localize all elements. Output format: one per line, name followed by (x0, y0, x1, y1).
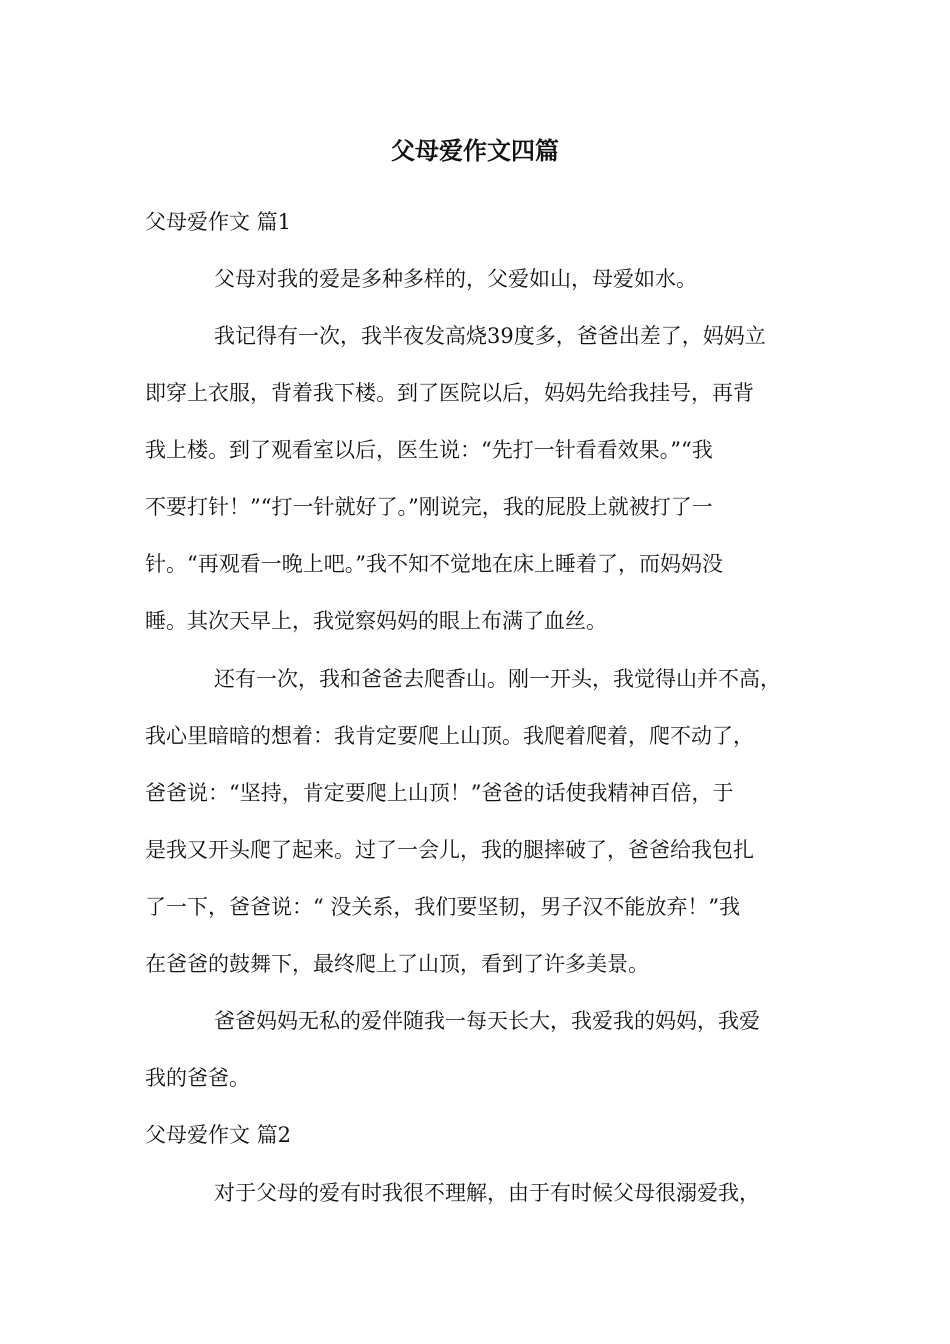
paragraph-line: 不要打针！”“打一针就好了。”刚说完，我的屁股上就被打了一 (145, 495, 713, 519)
paragraph-line: 即穿上衣服，背着我下楼。到了医院以后，妈妈先给我挂号，再背 (145, 381, 754, 405)
paragraph-line: 我的爸爸。 (145, 1066, 250, 1090)
paragraph-line: 还有一次，我和爸爸去爬香山。刚一开头，我觉得山并不高， (214, 667, 781, 691)
paragraph-line: 我上楼。到了观看室以后，医生说：“先打一针看看效果。”“我 (145, 438, 713, 462)
paragraph-line: 爸爸说：“坚持，肯定要爬上山顶！”爸爸的话使我精神百倍，于 (145, 781, 734, 805)
section-heading-2: 父母爱作文 篇2 (145, 1123, 292, 1147)
section-heading-1: 父母爱作文 篇1 (145, 210, 292, 234)
paragraph-line: 父母对我的爱是多种多样的，父爱如山，母爱如水。 (214, 267, 697, 291)
paragraph-line: 对于父母的爱有时我很不理解，由于有时候父母很溺爱我， (214, 1181, 760, 1205)
paragraph-line: 在爸爸的鼓舞下，最终爬上了山顶，看到了许多美景。 (145, 952, 649, 976)
paragraph-line: 是我又开头爬了起来。过了一会儿，我的腿摔破了，爸爸给我包扎 (145, 838, 754, 862)
paragraph-line: 了一下，爸爸说：“ 没关系，我们要坚韧，男子汉不能放弃！”我 (145, 895, 741, 919)
document-title: 父母爱作文四篇 (391, 136, 559, 165)
paragraph-line: 针。“再观看一晚上吧。”我不知不觉地在床上睡着了，而妈妈没 (145, 552, 723, 576)
paragraph-line: 我心里暗暗的想着：我肯定要爬上山顶。我爬着爬着，爬不动了， (145, 724, 754, 748)
paragraph-line: 爸爸妈妈无私的爱伴随我一每天长大，我爱我的妈妈，我爱 (214, 1009, 760, 1033)
paragraph-line: 睡。其次天早上，我觉察妈妈的眼上布满了血丝。 (145, 609, 607, 633)
paragraph-line: 我记得有一次，我半夜发高烧39度多，爸爸出差了，妈妈立 (214, 324, 766, 348)
